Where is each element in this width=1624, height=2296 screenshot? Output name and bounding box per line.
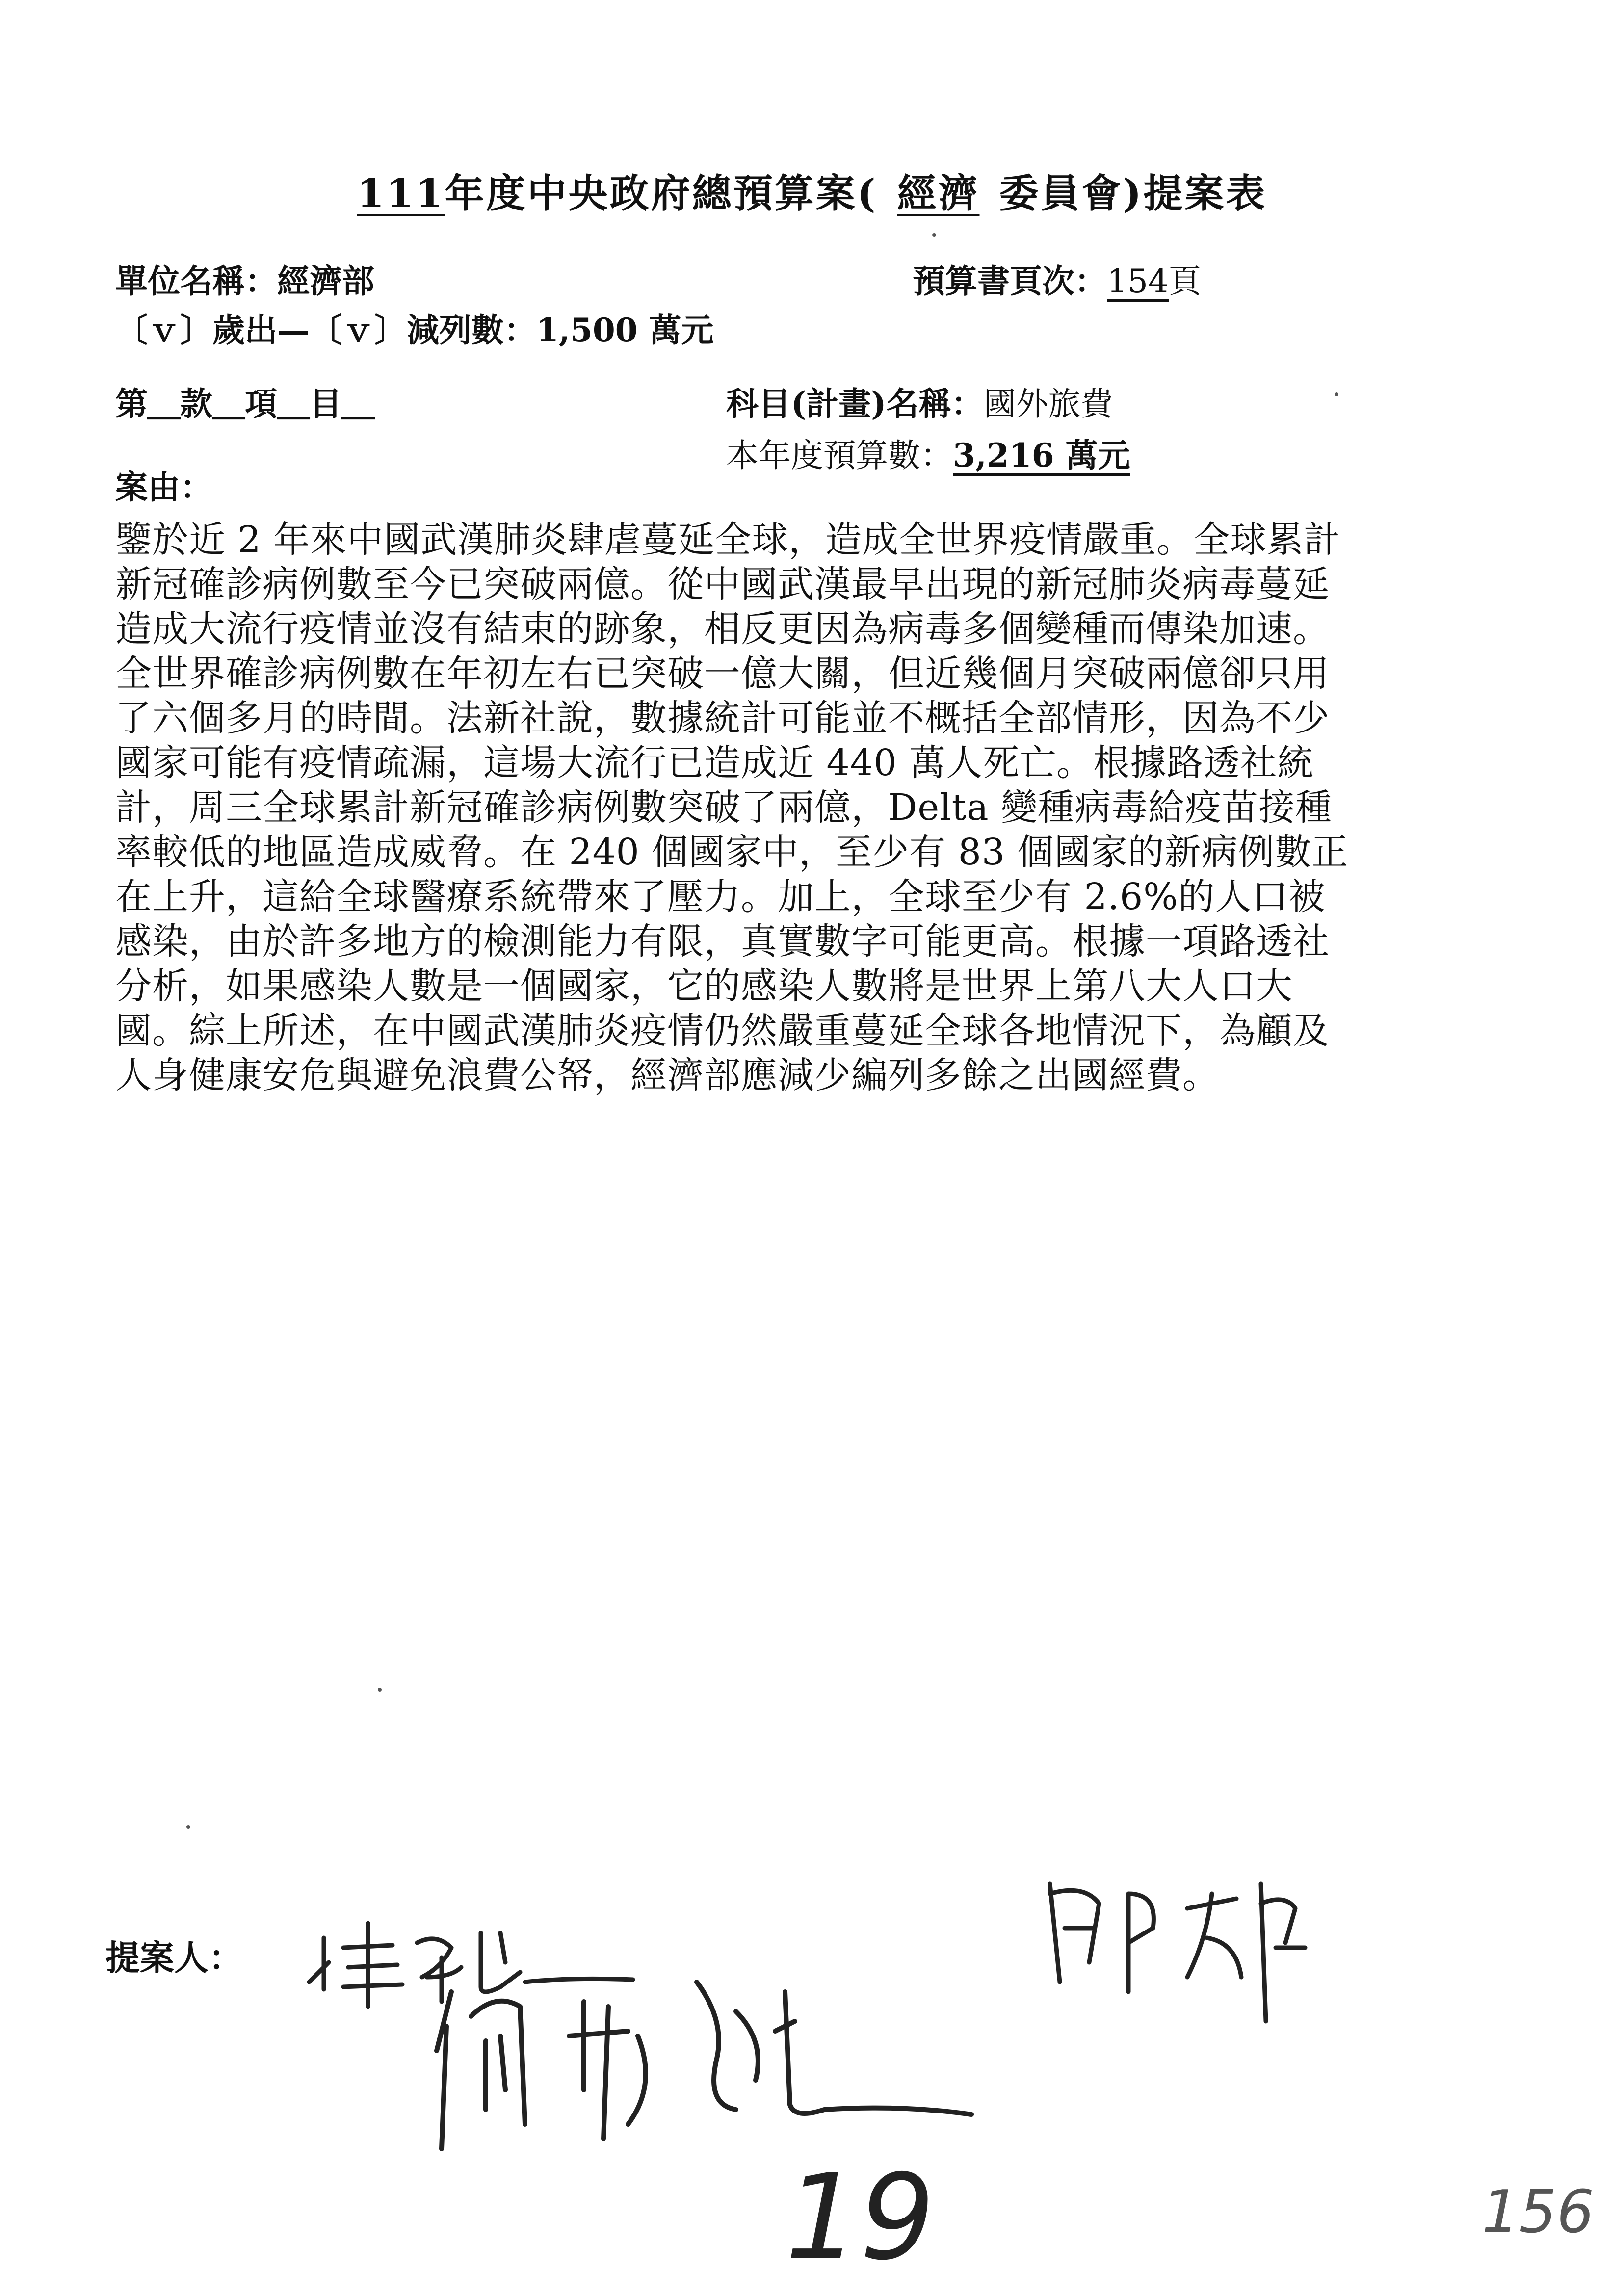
signature-2 [422, 1962, 986, 2168]
reason-line: 造成大流行疫情並沒有結束的跡象，相反更因為病毒多個變種而傳染加速。 [115, 608, 1330, 650]
proposer-label: 提案人： [105, 1937, 243, 1978]
scan-speck [378, 1688, 382, 1692]
reason-line: 在上升，這給全球醫療系統帶來了壓力。加上，全球至少有 2.6%的人口被 [115, 876, 1326, 918]
reason-line: 分析，如果感染人數是一個國家，它的感染人數將是世界上第八大人口大 [115, 965, 1293, 1007]
reason-line: 鑒於近 2 年來中國武漢肺炎肆虐蔓延全球，造成全世界疫情嚴重。全球累計 [115, 519, 1341, 561]
budget-value: 3,216 萬元 [953, 436, 1130, 474]
reason-line: 計，周三全球累計新冠確診病例數突破了兩億，Delta 變種病毒給疫苗接種 [115, 786, 1333, 829]
title-part2: 委員會)提案表 [999, 170, 1267, 216]
reason-line: 國。綜上所述，在中國武漢肺炎疫情仍然嚴重蔓延全球各地情況下，為顧及 [115, 1010, 1330, 1052]
title-year: 111 [357, 170, 445, 216]
reason-line: 國家可能有疫情疏漏，這場大流行已造成近 440 萬人死亡。根據路透社統 [115, 742, 1314, 784]
sheet-number-handwritten: 19 [785, 2149, 935, 2286]
title-part1: 年度中央政府總預算案( [445, 170, 878, 216]
subject-value: 國外旅費 [983, 385, 1113, 423]
unit-name-row [115, 255, 374, 302]
page-ref-row [913, 255, 1201, 302]
reason-line: 感染，由於許多地方的檢測能力有限，真實數字可能更高。根據一項路透社 [115, 920, 1330, 963]
scan-speck [1335, 392, 1338, 396]
reason-line: 新冠確診病例數至今已突破兩億。從中國武漢最早出現的新冠肺炎病毒蔓延 [115, 563, 1330, 605]
unit-label: 單位名稱： [115, 262, 277, 300]
scan-speck [186, 1825, 190, 1829]
cut-amount-line: 〔ｖ〕歲出—〔ｖ〕減列數：1,500 萬元 [115, 311, 714, 349]
page-ref-suffix: 頁 [1168, 262, 1201, 300]
clause-line: 第＿款＿項＿目＿ [115, 385, 374, 423]
reason-body [115, 518, 1543, 1098]
subject-label: 科目(計畫)名稱： [726, 385, 984, 423]
unit-value: 經濟部 [277, 262, 374, 300]
reason-line: 了六個多月的時間。法新社說，數據統計可能並不概括全部情形，因為不少 [115, 697, 1330, 739]
budget-row [726, 429, 1130, 476]
budget-label: 本年度預算數： [726, 437, 953, 474]
subject-row [726, 378, 1113, 424]
title-committee: 經濟 [897, 170, 980, 216]
scan-speck [932, 233, 936, 237]
form-title [0, 162, 1624, 218]
page-number-handwritten: 156 [1482, 2178, 1595, 2246]
reason-label: 案由： [115, 468, 212, 506]
page-ref-value: 154 [1107, 262, 1169, 300]
reason-line: 全世界確診病例數在年初左右已突破一億大關，但近幾個月突破兩億卻只用 [115, 652, 1330, 695]
signature-3 [1030, 1864, 1325, 2041]
reason-line: 率較低的地區造成威脅。在 240 個國家中，至少有 83 個國家的新病例數正 [115, 831, 1349, 873]
reason-line: 人身健康安危與避免浪費公帑，經濟部應減少編列多餘之出國經費。 [115, 1054, 1219, 1096]
page-ref-label: 預算書頁次： [913, 262, 1107, 300]
